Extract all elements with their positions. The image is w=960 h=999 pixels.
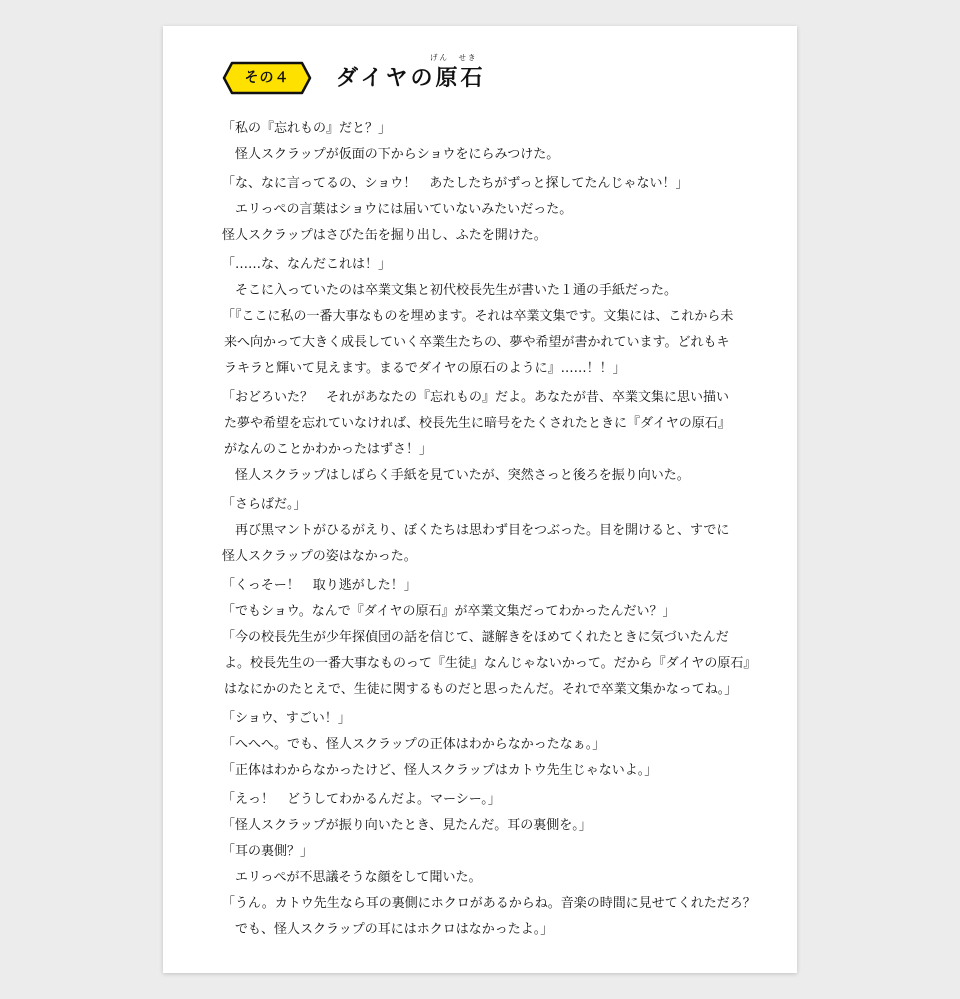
page-title: ダイヤの原石 bbox=[336, 66, 486, 91]
text-line: 怪人スクラップはしばらく手紙を見ていたが、突然さっと後ろを振り向いた。 bbox=[235, 468, 690, 483]
text-line: 「おどろいた？ それがあなたの『忘れもの』だよ。あなたが昔、卒業文集に思い描い bbox=[222, 390, 730, 405]
text-line: 怪人スクラップの姿はなかった。 bbox=[222, 549, 417, 564]
text-line: 来へ向かって大きく成長していく卒業生たちの、夢や希望が書かれています。どれもキ bbox=[224, 335, 730, 350]
text-line: 「えっ！ どうしてわかるんだよ。マーシー。」 bbox=[222, 792, 501, 807]
text-line: 「さらばだ。」 bbox=[222, 497, 307, 512]
text-line: た夢や希望を忘れていなければ、校長先生に暗号をたくされたときに『ダイヤの原石』 bbox=[224, 416, 731, 431]
story-text bbox=[222, 116, 757, 943]
text-line: 「うん。カトウ先生なら耳の裏側にホクロがあるからね。音楽の時間に見せてくれただろ？ bbox=[222, 896, 756, 911]
text-line: 「怪人スクラップが振り向いたとき、見たんだ。耳の裏側を。」 bbox=[222, 818, 592, 833]
text-line: 「くっそー！ 取り逃がした！」 bbox=[222, 578, 417, 593]
chapter-badge-label: その４ bbox=[244, 70, 290, 86]
text-line: 「……な、なんだこれは！」 bbox=[222, 257, 392, 272]
text-line: 「な、なに言ってるの、ショウ！ あたしたちがずっと探してたんじゃない！」 bbox=[222, 176, 689, 191]
text-line: 怪人スクラップが仮面の下からショウをにらみつけた。 bbox=[235, 147, 560, 162]
text-line: エリっぺの言葉はショウには届いていないみたいだった。 bbox=[235, 202, 573, 217]
text-line: でも、怪人スクラップの耳にはホクロはなかったよ。」 bbox=[235, 922, 554, 937]
text-line: 「でもショウ。なんで『ダイヤの原石』が卒業文集だってわかったんだい？」 bbox=[222, 604, 676, 619]
title-ruby: げん せき bbox=[430, 53, 478, 62]
text-line: 怪人スクラップはさびた缶を掘り出し、ふたを開けた。 bbox=[222, 228, 547, 243]
text-line: 再び黒マントがひるがえり、ぼくたちは思わず目をつぶった。目を開けると、すでに bbox=[235, 523, 730, 538]
text-line: 「今の校長先生が少年探偵団の話を信じて、謎解きをほめてくれたときに気づいたんだ bbox=[222, 630, 729, 645]
text-line: 「ショウ、すごい！」 bbox=[222, 711, 351, 726]
text-line: よ。校長先生の一番大事なものって『生徒』なんじゃないかって。だから『ダイヤの原石』 bbox=[224, 656, 757, 671]
text-line: そこに入っていたのは卒業文集と初代校長先生が書いた１通の手紙だった。 bbox=[235, 283, 678, 298]
text-line: 「正体はわからなかったけど、怪人スクラップはカトウ先生じゃないよ。」 bbox=[222, 763, 658, 778]
chapter-badge bbox=[222, 61, 312, 95]
text-line: 「私の『忘れもの』だと？」 bbox=[222, 121, 392, 136]
text-line: 「へへへ。でも、怪人スクラップの正体はわからなかったなぁ。」 bbox=[222, 737, 606, 752]
text-line: はなにかのたとえで、生徒に関するものだと思ったんだ。それで卒業文集かなってね。」 bbox=[224, 682, 738, 697]
text-line: がなんのことかわかったはずさ！」 bbox=[224, 442, 433, 457]
text-line: 「耳の裏側？」 bbox=[222, 844, 314, 859]
text-line: エリっぺが不思議そうな顔をして聞いた。 bbox=[235, 870, 482, 885]
text-line: 「『ここに私の一番大事なものを埋めます。それは卒業文集です。文集には、これから未 bbox=[222, 309, 734, 324]
text-line: ラキラと輝いて見えます。まるでダイヤの原石のように』……！！」 bbox=[224, 361, 626, 376]
